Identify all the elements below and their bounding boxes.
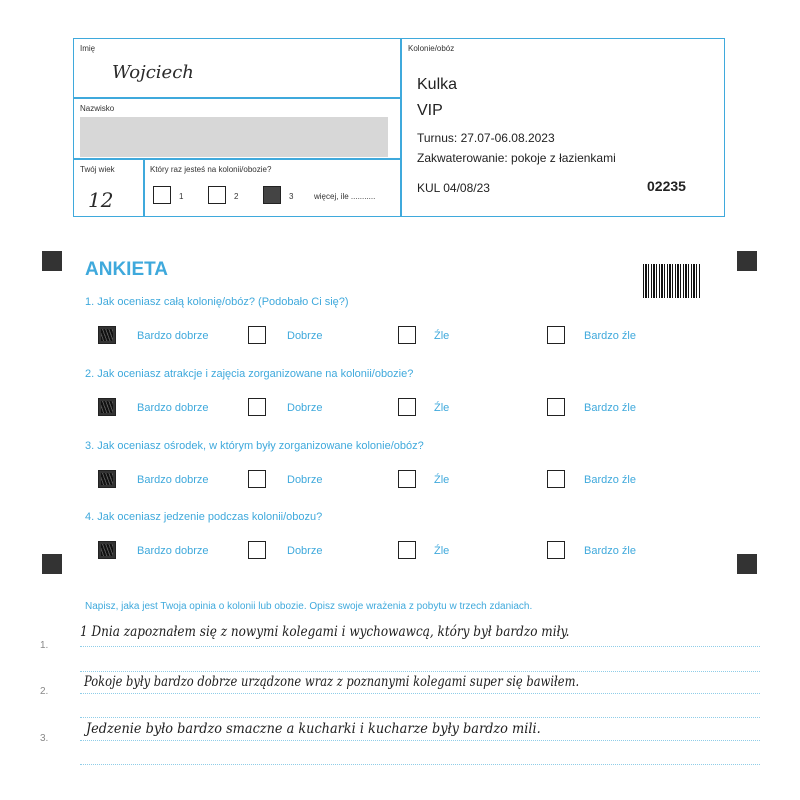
question-2-option-3-label: Źle bbox=[434, 402, 450, 414]
imie-label: Imię bbox=[80, 44, 96, 53]
form-number: 02235 bbox=[647, 178, 686, 194]
registration-marker-top-left bbox=[42, 251, 62, 271]
imie-value[interactable]: Wojciech bbox=[112, 62, 194, 83]
question-4-text: 4. Jak oceniasz jedzenie podczas kolonii/obozu? bbox=[85, 511, 323, 523]
question-1-text: 1. Jak oceniasz całą kolonię/obóz? (Podobało Ci się?) bbox=[85, 296, 349, 308]
header-divider-wiek bbox=[143, 158, 145, 217]
answer-line-2b bbox=[80, 717, 760, 718]
question-3-option-3-checkbox[interactable] bbox=[398, 470, 416, 488]
question-2-option-3-checkbox[interactable] bbox=[398, 398, 416, 416]
answer-line-3 bbox=[80, 740, 760, 741]
question-1-option-3-checkbox[interactable] bbox=[398, 326, 416, 344]
turnus: Turnus: 27.07-06.08.2023 bbox=[417, 131, 555, 145]
question-2-option-4-checkbox[interactable] bbox=[547, 398, 565, 416]
registration-marker-top-right bbox=[737, 251, 757, 271]
kolonie-label: Kolonie/obóz bbox=[408, 44, 455, 53]
answer-line-3b bbox=[80, 764, 760, 765]
question-2-text: 2. Jak oceniasz atrakcje i zajęcia zorganizowane na kolonii/obozie? bbox=[85, 368, 414, 380]
ktory-raz-option-2: 2 bbox=[234, 192, 239, 201]
kolonie-code: KUL 04/08/23 bbox=[417, 181, 490, 195]
ktory-raz-checkbox-1[interactable] bbox=[153, 186, 171, 204]
registration-marker-mid-right bbox=[737, 554, 757, 574]
opinion-sentence-3[interactable]: Jedzenie było bardzo smaczne a kucharki i kucharze były bardzo mili. bbox=[86, 721, 541, 737]
opinion-sentence-2[interactable]: Pokoje były bardzo dobrze urządzone wraz z poznanymi kolegami super się bawiłem. bbox=[84, 674, 580, 690]
ktory-raz-label: Który raz jesteś na kolonii/obozie? bbox=[150, 165, 272, 174]
question-4-option-3-label: Źle bbox=[434, 545, 450, 557]
question-4-option-4-checkbox[interactable] bbox=[547, 541, 565, 559]
question-1-option-2-checkbox[interactable] bbox=[248, 326, 266, 344]
question-3-option-4-label: Bardzo źle bbox=[584, 474, 636, 486]
kolonie-name: Kulka bbox=[417, 76, 458, 93]
answer-line-1 bbox=[80, 646, 760, 647]
question-3-option-1-label: Bardzo dobrze bbox=[137, 474, 209, 486]
survey-title: ANKIETA bbox=[85, 259, 169, 280]
question-2-option-2-checkbox[interactable] bbox=[248, 398, 266, 416]
line-number-2: 2. bbox=[40, 686, 49, 697]
question-4-option-1-label: Bardzo dobrze bbox=[137, 545, 209, 557]
question-4-option-3-checkbox[interactable] bbox=[398, 541, 416, 559]
question-2-option-4-label: Bardzo źle bbox=[584, 402, 636, 414]
header-divider-2 bbox=[73, 158, 401, 160]
question-3-option-1-checkbox[interactable] bbox=[98, 470, 116, 488]
question-1-option-1-label: Bardzo dobrze bbox=[137, 330, 209, 342]
line-number-1: 1. bbox=[40, 640, 49, 651]
question-4-option-4-label: Bardzo źle bbox=[584, 545, 636, 557]
wiek-value[interactable]: 12 bbox=[88, 188, 114, 212]
question-1-option-2-label: Dobrze bbox=[287, 330, 323, 342]
ktory-raz-option-1: 1 bbox=[179, 192, 184, 201]
barcode bbox=[643, 264, 700, 298]
question-2-option-1-checkbox[interactable] bbox=[98, 398, 116, 416]
ktory-raz-option-3: 3 bbox=[289, 192, 294, 201]
question-1-option-3-label: Źle bbox=[434, 330, 450, 342]
question-3-option-2-checkbox[interactable] bbox=[248, 470, 266, 488]
question-3-text: 3. Jak oceniasz ośrodek, w którym były zorganizowane kolonie/obóz? bbox=[85, 440, 424, 452]
opinion-sentence-1[interactable]: 1 Dnia zapoznałem się z nowymi kolegami i wychowawcą, który był bardzo miły. bbox=[80, 624, 570, 640]
answer-line-1b bbox=[80, 671, 760, 672]
question-3-option-3-label: Źle bbox=[434, 474, 450, 486]
question-2-option-2-label: Dobrze bbox=[287, 402, 323, 414]
wiek-label: Twój wiek bbox=[80, 165, 115, 174]
question-4-option-2-label: Dobrze bbox=[287, 545, 323, 557]
question-2-option-1-label: Bardzo dobrze bbox=[137, 402, 209, 414]
question-4-option-2-checkbox[interactable] bbox=[248, 541, 266, 559]
ktory-raz-checkbox-2[interactable] bbox=[208, 186, 226, 204]
question-1-option-1-checkbox[interactable] bbox=[98, 326, 116, 344]
question-4-option-1-checkbox[interactable] bbox=[98, 541, 116, 559]
question-3-option-2-label: Dobrze bbox=[287, 474, 323, 486]
kolonie-type: VIP bbox=[417, 102, 443, 119]
zakwaterowanie: Zakwaterowanie: pokoje z łazienkami bbox=[417, 151, 616, 165]
opinion-prompt: Napisz, jaka jest Twoja opinia o kolonii lub obozie. Opisz swoje wrażenia z pobytu w trzech zdaniach. bbox=[85, 601, 533, 612]
question-1-option-4-checkbox[interactable] bbox=[547, 326, 565, 344]
ktory-raz-checkbox-3[interactable] bbox=[263, 186, 281, 204]
registration-marker-mid-left bbox=[42, 554, 62, 574]
nazwisko-label: Nazwisko bbox=[80, 104, 115, 113]
question-3-option-4-checkbox[interactable] bbox=[547, 470, 565, 488]
wiecej-label: więcej, ile ........... bbox=[314, 192, 376, 201]
nazwisko-redacted bbox=[80, 117, 388, 157]
question-1-option-4-label: Bardzo źle bbox=[584, 330, 636, 342]
line-number-3: 3. bbox=[40, 733, 49, 744]
header-divider-1 bbox=[73, 97, 401, 99]
header-divider-vertical bbox=[400, 38, 402, 217]
answer-line-2 bbox=[80, 693, 760, 694]
